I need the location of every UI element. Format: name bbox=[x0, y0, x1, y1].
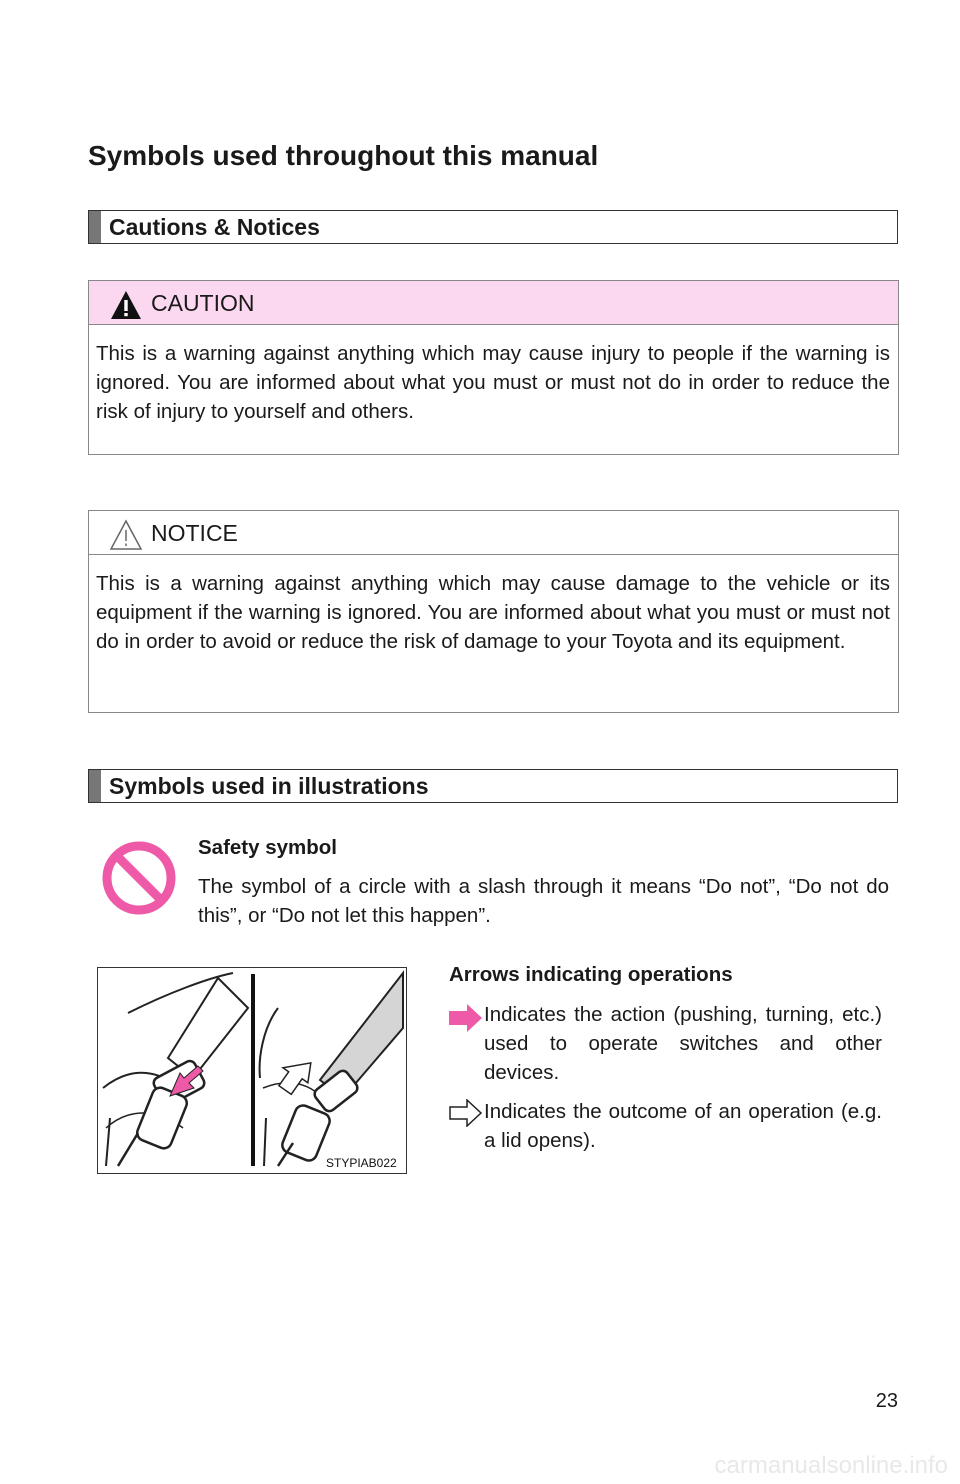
warning-triangle-icon bbox=[109, 289, 143, 321]
notice-box bbox=[88, 510, 899, 713]
seatbelt-illustration bbox=[97, 967, 407, 1174]
caution-text: This is a warning against anything which may cause injury to people if the warning is ignored. You are informed about what you must or must not do in order to reduce the risk of injury to yourself and others. bbox=[96, 342, 890, 423]
warning-triangle-outline-icon bbox=[109, 519, 143, 551]
section-header-cautions bbox=[88, 210, 898, 244]
watermark-link[interactable]: carmanualsonline.info bbox=[714, 1452, 948, 1479]
section-title: Cautions & Notices bbox=[109, 214, 320, 240]
outcome-arrow-text: Indicates the outcome of an operation (e.g. a lid opens). bbox=[484, 1100, 882, 1152]
section-title: Symbols used in illustrations bbox=[109, 773, 429, 799]
prohibition-icon bbox=[101, 840, 177, 916]
caution-box bbox=[88, 280, 899, 455]
outline-outcome-arrow-icon bbox=[449, 1099, 483, 1127]
action-arrow-text: Indicates the action (pushing, turning, etc.) used to operate switches and other devices. bbox=[484, 1003, 882, 1084]
caution-header bbox=[89, 281, 898, 325]
safety-symbol-title: Safety symbol bbox=[198, 836, 337, 859]
section-stripe bbox=[89, 211, 101, 243]
section-header-illustrations bbox=[88, 769, 898, 803]
page-number: 23 bbox=[875, 1390, 898, 1412]
figure-code: STYPIAB022 bbox=[326, 1156, 397, 1170]
seatbelt-drawing bbox=[98, 968, 406, 1173]
page-title: Symbols used throughout this manual bbox=[88, 140, 599, 171]
arrows-title: Arrows indicating operations bbox=[449, 963, 733, 986]
notice-header bbox=[89, 511, 898, 555]
notice-text: This is a warning against anything which may cause damage to the vehicle or its equipment if the warning is ignored. You are informed about what you must or must not do in order to avoid or reduce the risk of damage to your Toyota and its equipment. bbox=[96, 572, 890, 653]
notice-heading: NOTICE bbox=[151, 520, 238, 546]
caution-heading: CAUTION bbox=[151, 290, 255, 316]
pink-action-arrow-icon bbox=[449, 1004, 483, 1032]
section-stripe bbox=[89, 770, 101, 802]
safety-symbol-text: The symbol of a circle with a slash through it means “Do not”, “Do not do this”, or “Do not let this happen”. bbox=[198, 875, 889, 927]
